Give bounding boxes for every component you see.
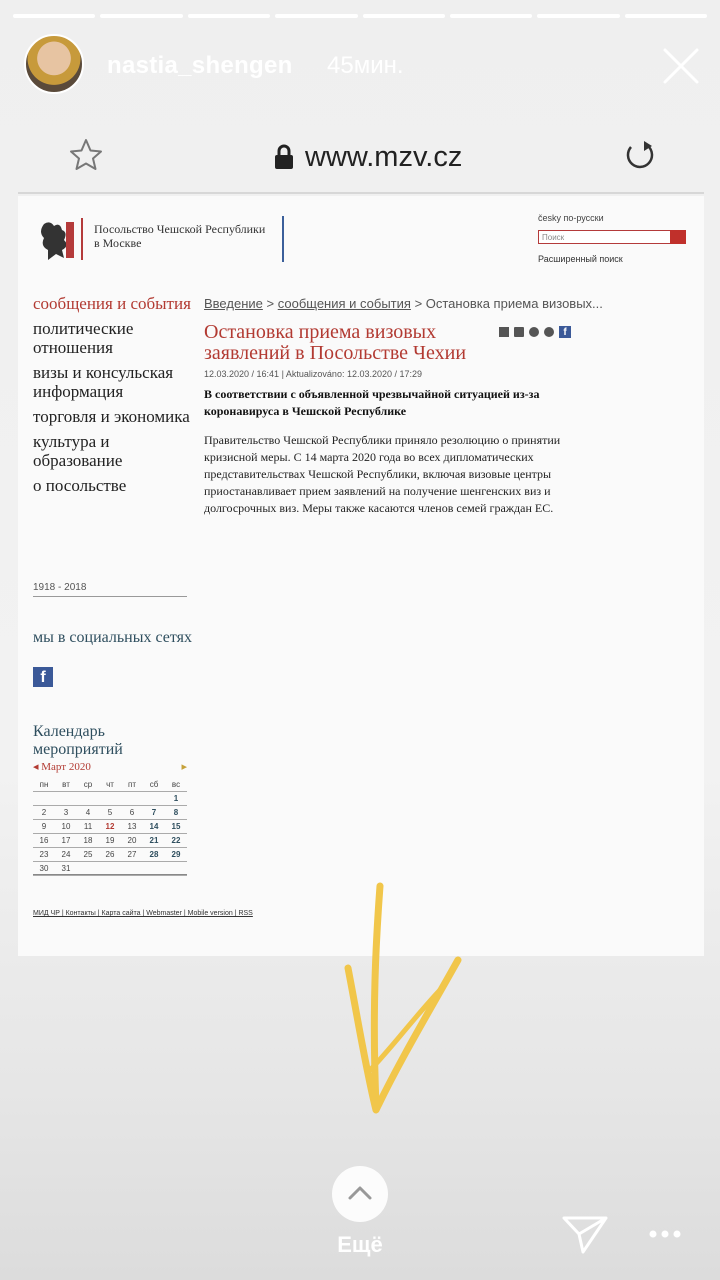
close-icon[interactable] [662,47,700,85]
share-tools [499,326,571,338]
nav-item-about: о посольстве [33,476,127,495]
nav-item-visas: визы и консульская информация [33,363,174,401]
header-divider [282,216,284,262]
hand-drawn-arrow-icon [330,880,480,1130]
avatar[interactable] [24,34,84,94]
toolbar-divider [18,192,704,194]
lion-emblem-icon [36,218,76,262]
chevron-up-icon [332,1166,388,1222]
calendar-month-header [33,760,187,773]
weekday-label: пн [33,778,55,792]
calendar-next-icon: ▸ [181,761,187,773]
calendar-title: Календарь мероприятий [33,723,123,758]
divider [33,596,187,597]
more-options-icon[interactable] [648,1229,682,1239]
progress-segment [537,14,619,18]
article-lead: В соответствии с объявленной чрезвычайной ситуацией из-за коронавируса в Чешской Республике [204,387,540,418]
reload-icon [622,137,658,173]
calendar-grid [33,778,187,876]
footer-links: МИД ЧР | Контакты | Карта сайта | Webmaster | Mobile version | RSS [33,910,253,917]
nav-item-culture: культура и образование [33,432,123,470]
advanced-search-link: Расширенный поиск [538,254,623,264]
progress-segment [275,14,357,18]
embassy-name [94,222,265,250]
star-icon [68,137,104,173]
anniversary-label: 1918 - 2018 [33,582,87,593]
calendar-divider [33,874,187,875]
crumb-section: сообщения и события [277,296,411,311]
see-more-button[interactable] [332,1166,388,1222]
crumb-current: > Остановка приема визовых... [414,296,603,311]
calendar-month: ◂ Март 2020 [33,761,91,773]
text-larger-icon [544,327,554,337]
search-icon [670,230,686,244]
progress-segment [625,14,707,18]
progress-segment [100,14,182,18]
facebook-icon: f [33,667,53,687]
nav-item-trade: торговля и экономика [33,407,190,426]
article-body: Правительство Чешской Республики приняло резолюцию о принятии кризисной меры. С 14 марта 2020 года во всех дипломатических представительствах Чешской Республики, включая визовые центры приостанавливает прием заявлений на получение шенгенских виз и долгосрочных виз. Меры также касаются членов семей граждан ЕС. [204,433,561,515]
print-icon [514,327,524,337]
calendar-week: 9 10 11 12 13 14 15 [33,820,187,834]
send-icon[interactable] [561,1214,609,1256]
weekday-label: сб [143,778,165,792]
nav-item-news: сообщения и события [33,294,191,313]
language-switch: česky по-русски [538,213,604,223]
webpage-screenshot [18,196,704,956]
progress-segment [363,14,445,18]
lock-icon [273,144,295,170]
left-navigation [33,294,193,501]
social-title: мы в социальных сетях [33,629,193,646]
calendar-weekday-row [33,778,187,792]
weekday-label: чт [99,778,121,792]
crumb-home: Введение [204,296,263,311]
calendar-week: 30 31 [33,862,187,876]
weekday-label: пт [121,778,143,792]
story-progress-bar [13,14,707,18]
embassy-name-line1: Посольство Чешской Республики [94,222,266,236]
facebook-share-icon: f [559,326,571,338]
breadcrumb [204,296,603,311]
calendar-week: 2 3 4 5 6 7 8 [33,806,187,820]
weekday-label: вс [165,778,187,792]
article-dates: 12.03.2020 / 16:41 | Aktualizováno: 12.03.2020 / 17:29 [204,369,423,379]
search-input: Поиск [538,230,686,244]
username[interactable]: nastia_shengen [107,52,293,79]
weekday-label: вт [55,778,77,792]
crumb-sep: > [266,296,278,311]
time-ago: 45мин. [327,52,404,79]
nav-item-politics: политические отношения [33,319,134,357]
calendar-week: 16 17 18 19 20 21 22 [33,834,187,848]
progress-segment [450,14,532,18]
progress-segment [188,14,270,18]
calendar-week: 23 24 25 26 27 28 29 [33,848,187,862]
email-icon [499,327,509,337]
calendar-week: 1 [33,792,187,806]
url-text: www.mzv.cz [305,140,463,173]
progress-segment [13,14,95,18]
see-more-label[interactable]: Ещё [337,1232,383,1257]
embassy-name-line2: в Москве [94,236,142,250]
emblem-divider [81,218,83,260]
text-smaller-icon [529,327,539,337]
article-title: Остановка приема визовых заявлений в Посольстве Чехии [204,321,467,364]
weekday-label: ср [77,778,99,792]
url-bar [273,140,462,174]
